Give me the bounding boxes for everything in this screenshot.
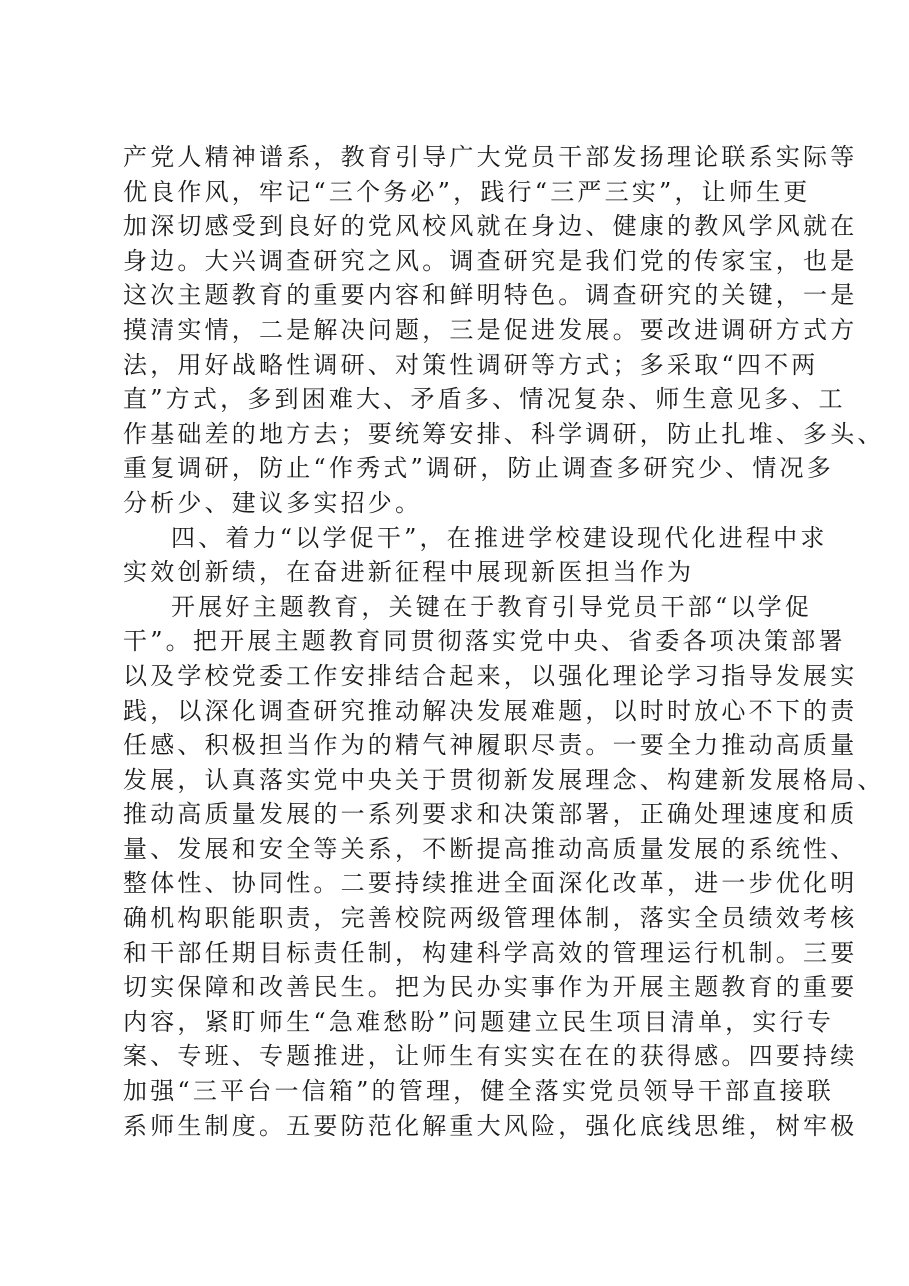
body-text bbox=[123, 140, 885, 1143]
text-line: 切实保障和改善民生。把为民办实事作为开展主题教育的重要 bbox=[123, 973, 858, 1002]
section-heading-line: 四、着力“以学促干”，在推进学校建设现代化进程中求 bbox=[171, 523, 828, 552]
text-line: 加强“三平台一信箱”的管理，健全落实党员领导干部直接联 bbox=[123, 1077, 834, 1106]
text-line: 践，以深化调查研究推动解决发展难题，以时时放心不下的责 bbox=[123, 696, 858, 725]
text-line: 这次主题教育的重要内容和鲜明特色。调查研究的关键，一是 bbox=[123, 281, 858, 310]
text-line: 量、发展和安全等关系，不断提高推动高质量发展的系统性、 bbox=[123, 834, 858, 863]
text-line: 发展，认真落实党中央关于贯彻新发展理念、构建新发展格局、 bbox=[123, 765, 885, 794]
text-line: 摸清实情，二是解决问题，三是促进发展。要改进调研方式方 bbox=[123, 315, 858, 344]
text-line: 加深切感受到良好的党风校风就在身边、健康的教风学风就在 bbox=[123, 212, 858, 241]
text-line: 重复调研，防止“作秀式”调研，防止调查多研究少、情况多 bbox=[123, 454, 834, 483]
text-line: 直”方式，多到困难大、矛盾多、情况复杂、师生意见多、工 bbox=[123, 385, 846, 414]
text-line: 法，用好战略性调研、对策性调研等方式；多采取“四不两 bbox=[123, 350, 819, 379]
text-line: 系师生制度。五要防范化解重大风险，强化底线思维，树牢极 bbox=[123, 1111, 858, 1140]
text-line: 和干部任期目标责任制，构建科学高效的管理运行机制。三要 bbox=[123, 938, 858, 967]
text-line: 优良作风，牢记“三个务必”，践行“三严三实”，让师生更 bbox=[123, 177, 811, 206]
text-line: 产党人精神谱系，教育引导广大党员干部发扬理论联系实际等 bbox=[123, 143, 858, 171]
text-line: 任感、积极担当作为的精气神履职尽责。一要全力推动高质量 bbox=[123, 731, 858, 760]
text-line: 整体性、协同性。二要持续推进全面深化改革，进一步优化明 bbox=[123, 869, 858, 898]
text-line: 确机构职能职责，完善校院两级管理体制，落实全员绩效考核 bbox=[123, 904, 858, 933]
section-heading-line: 实效创新绩，在奋进新征程中展现新医担当作为 bbox=[123, 558, 695, 587]
text-line: 以及学校党委工作安排结合起来，以强化理论学习指导发展实 bbox=[123, 661, 858, 690]
text-line: 推动高质量发展的一系列要求和决策部署，正确处理速度和质 bbox=[123, 800, 858, 829]
text-line: 作基础差的地方去；要统筹安排、科学调研，防止扎堆、多头、 bbox=[123, 419, 885, 448]
text-line: 分析少、建议多实招少。 bbox=[123, 488, 423, 517]
text-line: 案、专班、专题推进，让师生有实实在在的获得感。四要持续 bbox=[123, 1042, 858, 1071]
text-line: 身边。大兴调查研究之风。调查研究是我们党的传家宝，也是 bbox=[123, 246, 858, 275]
text-line: 干”。把开展主题教育同贯彻落实党中央、省委各项决策部署 bbox=[123, 627, 846, 656]
paragraph-first-line: 开展好主题教育，关键在于教育引导党员干部“以学促 bbox=[171, 592, 813, 621]
text-line: 内容，紧盯师生“急难愁盼”问题建立民生项目清单，实行专 bbox=[123, 1007, 834, 1036]
